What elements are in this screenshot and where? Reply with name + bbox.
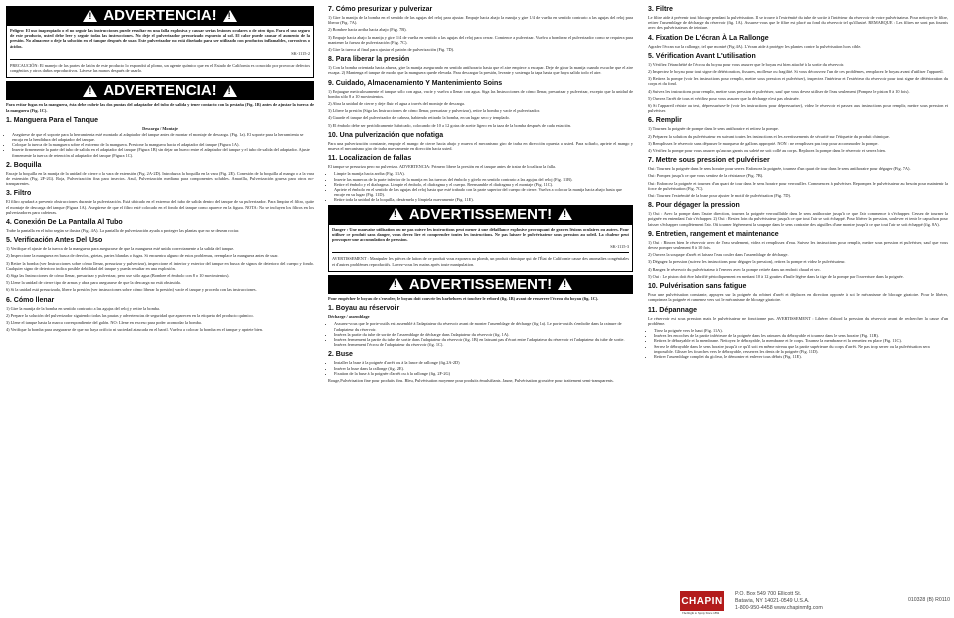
list-item: 2) Prepare la solución del pulverizador siguiendo todas las pautas y advertencias de seguridad que aparecen en la etiqueta del producto químico. — [6, 312, 254, 318]
precaution-text: PRECAUCIÓN: El manejo de las partes de latón de este producto lo expondrá al plomo, un agente químico que en el Estado de California es conocido por provocar defectos congénitos y otros daños reproductivos. Lávese las manos después de usarlo. — [10, 63, 310, 74]
warning-title: ADVERTENCIA! — [103, 7, 217, 24]
warning-title: ADVERTENCIA! — [103, 82, 217, 100]
list-item: 1) Verifique el ajuste de la tuerca de la manguera para asegurarse de que la manguera esté unida correctamente a la salida del tanque. — [6, 246, 235, 252]
list — [12, 132, 314, 158]
warning-triangle-icon — [558, 278, 572, 290]
list — [334, 171, 633, 202]
list-item: • Retire el émbolo y el diafragma. Limpie el émbolo, el diafragma y el cuerpo. Reensamble el diafragma y el montaje (Fig. 11C). — [334, 182, 633, 187]
section-heading: 2. Buse — [328, 351, 353, 359]
warning-banner — [328, 205, 633, 224]
list-item: 4) Gire la tuerca al final para ajustar el patrón de pulverización (Fig. 7D). — [328, 47, 455, 53]
list-item: 2) Inspectez le boyau pour tout signe de détérioration, fissures, mollesse ou fragilité. Si vous découvrez l'un de ces problèmes, remplacez le boyau avant d'utiliser l'appareil. — [648, 69, 944, 75]
warning-title: ADVERTISSEMENT! — [408, 205, 553, 223]
list-item: 3) Retire la bomba (ver Instrucciones sobre cómo llenar, presurizar y pulverizar), inspeccione el interior y exterior del tanque en busca de signos de deterioro del cuerpo y fondo. Cualquier signo de deterioro indica posible debilidad del tanque y pueda resultar en una explosión. — [6, 260, 314, 271]
divider — [332, 252, 629, 253]
document-code: 010328 (B) R0110 — [907, 597, 950, 603]
section-subheading: Descarga / Montaje — [142, 125, 178, 131]
section-text: Le filtre aide à prévenir tout blocage pendant la pulvérisation. Il se trouve à l'extrémité du tube de sortie à l'intérieur du réservoir de votre pulvérisateur. Pour nettoyer le filtre, retirer l'assemblage de décharge du réservoir (fig. 1A). Assurez-vous que le filtre est placé au fond du réservoir tel qu'illustré. REMARQUE : Les filtres ne sont pas fournis avec des pulvérisateurs de teinture. — [648, 15, 948, 31]
list-item: 4) Guarde el tanque del pulverizador de cabeza, habiendo retirado la bomba, en un lugar seco y templado. — [328, 115, 510, 121]
list-item: • Insérez fermement la partie du tube de sortie dans l'adaptateur du réservoir (fig. 1B) en laissant pas d'écart entre l'adaptateur du réservoir et l'adaptateur du tube de sortie. Insérez fermement l'écrou de l'adaptateur du réservoir (fig. 1C). — [334, 337, 633, 347]
section-text: 1) Oui : Avec la pompe dans l'autre direction, tournez la poignée verrouillable dans le sens antihoraire jusqu'à ce que l'air commence à s'échapper. Cessez de tourner la poignée en entendant l'air s'échapper. 2) Oui : Restez loin du pulvérisateur jusqu'à ce que tout l'air se soit échappé. Pour libérer la pression, soulever et tenir le capuchon pour laisser s'échapper complètement l'air. Oû tourner légèrement la soupape dans le sens contraire des aiguilles d'une montre jusqu'à ce que tout l'air se soit échappé (fig. 8A). — [648, 211, 948, 227]
section-heading: 10. Pulvérisation sans fatigue — [648, 283, 747, 291]
list-item: Oui: Enfoncez la poignée et tournez d'un quart de tour dans le sens horaire pour verrouiller. Commencez à pulvériser. Repompez le pulvérisateur au besoin pour maintenir la force de pulvérisation (Fig. 7C). — [648, 180, 948, 191]
warning-text: Peligro: El uso inapropiado o el no seguir las instrucciones puede resultar en una falla explosiva y causar serias lesiones oculares o de otro tipo. Para el uso seguro de este producto, usted debe leer y seguir todas las instrucciones. No deje el pulverizador presurizado expuesto al sol. El calor puede causar el aumento de la presión. No almacene o deje la solución en el tanque después de usar. Este pulverizador no está diseñado para ser utilizado con productos inflamables, corrosivos o ácidos. — [10, 28, 310, 49]
company-address — [735, 591, 823, 612]
list-item: • Apriete el émbolo en el sentido de las agujas del reloj hasta que esté trabado con la parte superior del cuerpo de cierre. Vuelva a colocar la manija hacia abajo hasta que encaje en su lugar (Fig. 11D). — [334, 187, 633, 197]
section-heading: 6. Cómo llenar — [6, 296, 55, 304]
list-item: • Serrez le débrayable dans le sens horaire jusqu'à ce qu'il soit en même niveau que la partie supérieure du corps d'arrêt. Ne pas trop serrer ou la pulvérisation sera impossible. Glisser les fourches vers le débrayable, resserrez les dents de la poignée (Fig. 11D). — [654, 344, 948, 354]
section-text: Le réservoir est sous pression mais le pulvérisateur ne fonctionne pas. AVERTISSEMENT : Libérer d'abord la pression du réservoir avant de rechercher la cause d'un problème. — [648, 315, 948, 326]
list-item: 1) Tournez la poignée de pompe dans le sens antihoraire et retirez la pompe. — [648, 126, 779, 132]
list-item: • Inserte las manecas de la parte inferior de la manija en las tuercas del émbolo y gírelo en sentido contrario a las agujas del reloj (Fig. 11B). — [334, 177, 633, 182]
list-item: 6) Si la unidad está presurizada, libere la presión (ver instrucciones sobre cómo liberar la presión) vacíe el tanque y proceda con las instrucciones. — [6, 287, 257, 293]
section-heading: 10. Una pulverización que nofatiga — [328, 131, 444, 139]
list — [334, 360, 633, 376]
warning-triangle-icon — [83, 10, 97, 22]
section-heading: 4. Fixation De L'écran À La Rallonge — [648, 34, 769, 42]
list-item: 4) Suivez les instructions pour remplir, mettre sous pression et pulvériser, sauf que vous devez utiliser de l'eau seulement (Pompez le piston 8 à 10 fois). — [648, 88, 910, 94]
section-heading: 5. Vérification Avant L'utilisation — [648, 52, 756, 60]
section-heading: 8. Pour dégager la pression — [648, 202, 740, 210]
list-item: Oui: Pompez jusqu'à ce que vous sentiez de la résistance (Fig. 7B). — [648, 173, 764, 179]
section-text: 1) Con la bomba orientada hacia afuera, gire la manija asegurando en sentido antihorario hasta que el aire empiece a escapar. Deje de girar la manija cuando escuche que el aire escapa. 2) Mantenga el tanque de modo que la manguera quede elevada. Para descargar la presión, levante y sostenga la tapa hasta que haya salido todo el aire. — [328, 65, 633, 76]
footer — [680, 591, 950, 615]
warning-triangle-icon — [223, 85, 237, 97]
warning-text: Danger : Une mauvaise utilisation ou ne pas suivre les instructions peut mener à une défaillance explosive provoquant de graves lésions oculaires ou autres. Pour utiliser ce produit sans danger, vous devez lire et comprendre toutes les instructions. Ne pas laisser le pulvérisateur sous pression au soleil. La chaleur peut provoquer une accumulation de pression. — [332, 226, 629, 243]
list-item: 5) Llene la unidad de cierre tipo de armas y abra para asegurarse de que la descarga no está obstruida. — [6, 280, 181, 286]
address-line: P.O. Box 549 700 Ellicott St. — [735, 591, 802, 597]
warning-banner — [6, 81, 314, 100]
section-text: El filtro ayudará a prevenir obstrucciones durante la pulverización. Está ubicado en el extremo del tubo de salida dentro del tanque de su pulverizador. Para limpiar el filtro, quite el montaje de descarga del tanque (Figura 1A). Asegúrese de que el filtro esté colocado en el fondo del tanque como aparece en la figura. NOTA: No se incluyen los filtros en los pulverizadores para cafeteras. — [6, 199, 314, 215]
warning-box — [328, 224, 633, 272]
warning-banner — [6, 6, 314, 25]
section-heading: 6. Remplir — [648, 117, 682, 125]
column-spanish-1 — [6, 6, 314, 335]
list-item: 3) Remplissez le réservoir sans dépasser le marqueur de gallons approprié. NON : ne remplissez pas trop pour accommoder la pompe. — [648, 140, 879, 146]
list-item: 2) Ouvrez la soupape d'arrêt et laissez l'eau couler dans l'assemblage de décharge. — [648, 252, 789, 258]
list-item: • Assurez-vous que le porte-outils est assemblé à l'adaptateur du réservoir avant de monter l'assemblage de décharge (fig 1a). Le porte-outils s'emboîte dans la rainure de l'adaptateur du réservoir. — [334, 321, 633, 331]
list-item: 1) Vérifiez l'étanchéité de l'écrou du boyau pour vous assurer que le boyau est bien attaché à la sortie du réservoir. — [648, 61, 845, 67]
section-heading: 1. Manguera Para el Tanque — [6, 116, 99, 124]
section-heading: 3. Filtre — [648, 6, 673, 13]
section-heading: 7. Cómo presurizar y pulverizar — [328, 6, 433, 13]
column-spanish-french — [328, 6, 633, 385]
address-line: Batavia, NY 14021-0549 U.S.A. — [735, 598, 810, 604]
warning-box — [6, 25, 314, 78]
section-text: Agrafer l'écran sur la rallonge, tel que montré (Fig 4A). L'écran aide à protéger les plantes contre la pulvérisation hors cible. — [648, 43, 862, 49]
list-item: • Coloque la tuerca de la manguera sobre el extremo de la manguera. Presione la manguera hacia el adaptador del tanque (Figura 1A). — [12, 142, 314, 147]
list-item: 2) Inspeccione la manguera en busca de desvíos, grietas, partes blandas o fugas. Si encuentra alguno de estos problemas, reemplace la manguera antes de usar. — [6, 253, 279, 259]
list-item: • Fixation de la buse à la poignée d'arrêt ou à la rallonge (fig. 2F-2G) — [334, 371, 633, 376]
section-heading: 8. Para liberar la presión — [328, 56, 410, 64]
list-item: Oui: Tournez l'extrémité de la buse pour ajuster le motif de pulvérisation (Fig. 7D). — [648, 193, 791, 199]
list-item: 3) Libere la presión (Siga las Instrucciones de cómo llenar, presurizar y pulverizar), retire la bomba y vacíe el pulverizador. — [328, 108, 540, 114]
section-heading: 1. Boyau au réservoir — [328, 305, 400, 313]
list — [334, 321, 633, 347]
section-text: Trabe la pantalla en el tubo según se ilustra (Fig. 4A). La pantalla de pulverización ayuda a proteger las plantas que no se desean rociar. — [6, 228, 240, 234]
section-text: Rouge,Pulvérisation fine pour produits fins. Bleu, Pulvérisation moyenne pour produits émulsifiants. Jaune, Pulvérisation grossière pour traitement semi-transparents. — [328, 377, 614, 383]
list-item: 6) Si l'appareil résiste au test, dépressurisez-le (voir les instructions pour dépressuriser), videz le réservoir et passez aux instructions pour remplir, mettre sous pression et pulvériser. — [648, 103, 948, 114]
warning-triangle-icon — [389, 208, 403, 220]
list-item: • Retirez le débrayable et la membrane. Nettoyez le débrayable, la membrane et le corps. Tournez la membrane et la remettez en place (Fig. 11C). — [654, 338, 948, 343]
list-item: 2) Abra la unidad de cierre y deje fluir el agua a través del montaje de descarga. — [328, 101, 466, 107]
list-item: 1) Gire la manija de la bomba en el sentido de las agujas del reloj para ajustar. Empuje hacia abajo la manija y gire 1/4 de vuelta en sentido contrario a las agujas del reloj para liberar (Fig. 7A). — [328, 15, 633, 26]
hose-warning-text: Para evitar fugas en la manguera, ésta debe cubrir las dos puntas del adaptador del tubo de salida y tener contacto con la pestaña (Fig. 1B) antes de ajustar la tuerca de la manguera (Fig. 1C). — [6, 102, 314, 113]
list-item: • Installer la buse à la poignée d'arrêt ou à la lance de rallonge (fig.2A-2D) — [334, 360, 633, 365]
list-item: 4) Verifique la bomba para asegurarse de que no haya orificio ni suciedad atascada en el barril. Vuelva a colocar la bomba en el tanque y apriete bien. — [6, 327, 263, 333]
warning-code: SK-1115-3 — [610, 244, 629, 250]
list-item: • Tirez la poignée vers le haut (Fig. 11A). — [654, 328, 948, 333]
list-item: • Insérez la partie du tube de sortie de l'assemblage de décharge dans l'adaptateur du réservoir (fig. 1A). — [334, 332, 633, 337]
list-item: 3) Dégagez la pression (suivez les instructions pour dégager la pression), retirez la pompe et videz le pulvérisateur. — [648, 259, 846, 265]
warning-triangle-icon — [223, 10, 237, 22]
logo-tagline: The Right to Spray Since 1884 — [682, 611, 720, 615]
warning-banner — [328, 275, 633, 294]
section-heading: 11. Dépannage — [648, 306, 698, 314]
warning-triangle-icon — [83, 85, 97, 97]
list-item: 5) Ouvrez l'arrêt de tous et vérifiez pour vous assurer que la décharge n'est pas obstruée. — [648, 95, 800, 101]
warning-triangle-icon — [558, 208, 572, 220]
list-item: • Insérez les encoches de la partie inférieure de la poignée dans les rainures du débrayable et tournez dans le sens horaire (Fig. 11B). — [654, 333, 948, 338]
warning-triangle-icon — [389, 278, 403, 290]
section-heading: 9. Entretien, rangement et maintenance — [648, 230, 779, 238]
section-heading: 5. Verificación Antes Del Uso — [6, 237, 103, 245]
list-item: • Insérer la buse dans la rallonge (fig. 2E). — [334, 366, 633, 371]
list — [654, 328, 948, 359]
list-item: 3) Llene el tanque hasta la marca correspondiente del galón. NO: Llene en exceso para poder acomodar la bomba. — [6, 320, 202, 326]
list-item: 1) Oui : Rincez bien le réservoir avec de l'eau seulement, videz et remplissez d'eau. Suivez les instructions pour remplir, mettre sous pression et pulvériser, sauf que vous devez pomper seulement 8 à 10 fois. — [648, 239, 948, 251]
chapin-logo: CHAPIN — [680, 591, 724, 611]
list-item: 5) El émbolo debe ser periódicamente lubricado, colocando de 10 a 12 gotas de aceite ligero en la taza de la bomba después de cada estación. — [328, 122, 572, 128]
list-item: 4) Rangez le réservoir du pulvérisateur à l'envers avec la pompe retirée dans un endroit chaud et sec. — [648, 266, 821, 272]
section-heading: 4. Conexión De La Pantalla Al Tubo — [6, 219, 123, 227]
list-item: 2) Préparez la solution du pulvérisateur en suivant toutes les instructions et les avertissements de sécurité sur l'étiquette du produit chimique. — [648, 133, 890, 139]
list-item: • Asegúrese de que el soporte para la herramienta esté montado al adaptador del tanque antes de montar el montaje de descarga. (Fig. 1a). El soporte para la herramienta se encaja en la hendidura del adaptador del tanque. — [12, 132, 314, 142]
precaution-text: AVERTISSEMENT : Manipuler les pièces de laiton de ce produit vous exposera au plomb, un produit chimique qui de l'État de Californie cause des anomalies congénitales et d'autres problèmes reproductifs. Lavez-vous les mains après toute manipulation. — [332, 256, 629, 267]
list-item: • Retire toda la unidad de la boquilla, desármela y límpiela nuevamente (Fig. 11E). — [334, 197, 633, 202]
column-french — [648, 6, 948, 361]
section-text: Encaje la boquilla en la manija de la unidad de cierre o la vara de extensión (Fig. 2A-2D). Introduzca la boquilla en la vara (Fig. 2E). Conexión de la boquilla al mango o a la vara de extensión (Fig. 2F-2G). Roja, Pulverización fina para insectos. Azul, Pulverización mediana para componentes solubles. Amarilla, Pulverización gruesa para otros no-transparentes. — [6, 170, 314, 187]
divider — [10, 59, 310, 60]
list-item: 1) Enjuague meticulosamente el tanque sólo con agua, vacíe y vuelva a llenar con agua. Siga las Instrucciones de cómo llenar, presurizar y pulverizar, excepto que la unidad de bomba sólo 8 a 10 movimientos. — [328, 88, 633, 99]
list-item: 4) Siga las Instrucciones de cómo llenar, presurizar y pulverizar, pero use sólo agua (Bombee el émbolo con 8 o 10 movimientos). — [6, 273, 230, 279]
list-item: • Limpie la manija hacia arriba (Fig. 11A). — [334, 171, 633, 176]
section-heading: 9. Cuidado, Almacenamiento Y Mantenimiento Soins — [328, 79, 503, 87]
section-text: El tanque se presuriza pero no pulveriza. ADVERTENCIA: Primero libere la presión en el tanque antes de tratar de localizar la falla. — [328, 164, 556, 170]
section-text: Pour une pulvérisation constante, appuyez sur la poignée du robinet d'arrêt et déplacez en direction opposée à soi le mécanisme de blocage giratoire. Pour le libérer, comprimez la poignée et ramenez vers soi le mécanisme de blocage giratoire. — [648, 292, 948, 303]
section-heading: 2. Boquilla — [6, 161, 42, 169]
section-text: Para una pulverización constante, empuje el mango de cierre hacia abajo y mueva el mecanismo giro de traba en dirección opuesta a usted. Para soltarlo, apriete el mango y mueva el mecanismo giro de traba nuevamente en dirección hacia usted. — [328, 140, 633, 152]
warning-title: ADVERTISSEMENT! — [408, 275, 553, 293]
hose-warning-text: Pour empêcher le boyau de s'envoler, le boyau doit couvrir les barbelures et toucher le rebord (fig. 1B) avant de resserrer l'écrou du boyau (fig. 1C). — [328, 295, 599, 301]
section-heading: 11. Localizacion de fallas — [328, 155, 412, 163]
section-subheading: Décharge / assemblage — [328, 314, 370, 320]
list-item: 5) Oui : Le piston doit être lubrifié périodiquement en mettant 10 à 12 gouttes d'huile légère dans la tige de la pompe par l'ouverture dans la poignée. — [648, 273, 904, 279]
list-item: 4) Vérifiez la pompe pour vous assurer qu'aucun garnis ou saleté ne soit collé au corps. Replacez la pompe dans le réservoir et serrez bien. — [648, 148, 886, 154]
list-item: 3) Retirez la pompe (voir les instructions pour remplir, mettre sous pression et pulvériser), inspectez l'intérieur et l'extérieur du réservoir pour tout signe de détérioration du corps et du fond. — [648, 76, 948, 87]
contact-line: 1-800-950-4458 www.chapinmfg.com — [735, 605, 823, 611]
warning-code: SK-1115-2 — [291, 50, 310, 56]
list-item: • Retirer l'assemblage complet du gicleur, le démonter et enlever tous débris (Fig. 11E). — [654, 354, 948, 359]
section-heading: 3. Filtro — [6, 190, 32, 198]
list-item: 3) Empuje hacia abajo la manija y gire 1/4 de vuelta en sentido a las agujas del reloj para cerrar. Comience a pulverizar. Vuelva a bombear el pulverizador como se requiera para mantener la fuerza de pulverización (Fig. 7C). — [328, 34, 633, 45]
list-item: • Inserte firmemente la parte del tubo de salida en el adaptador del tanque (Figura 1B) sin dejar un hueco entre el adaptador del tanque y el tubo de salida del adaptador. Ajuste firmemente la tuerca de retención al adaptador del tanque (Figura 1C). — [12, 147, 314, 157]
list-item: Oui: Tournez la poignée dans le sens horaire pour serrer. Enfoncez la poignée, tournez d'un quart de tour dans le sens antihoraire pour dégager (Fig. 7A). — [648, 166, 911, 172]
list-item: 2) Bombee hacia arriba hacia abajo (Fig. 7B). — [328, 27, 407, 33]
list-item: 1) Gire la manija de la bomba en sentido contrario a las agujas del reloj y retire la bomba. — [6, 305, 161, 311]
section-heading: 7. Mettre sous pression et pulvériser — [648, 157, 770, 165]
